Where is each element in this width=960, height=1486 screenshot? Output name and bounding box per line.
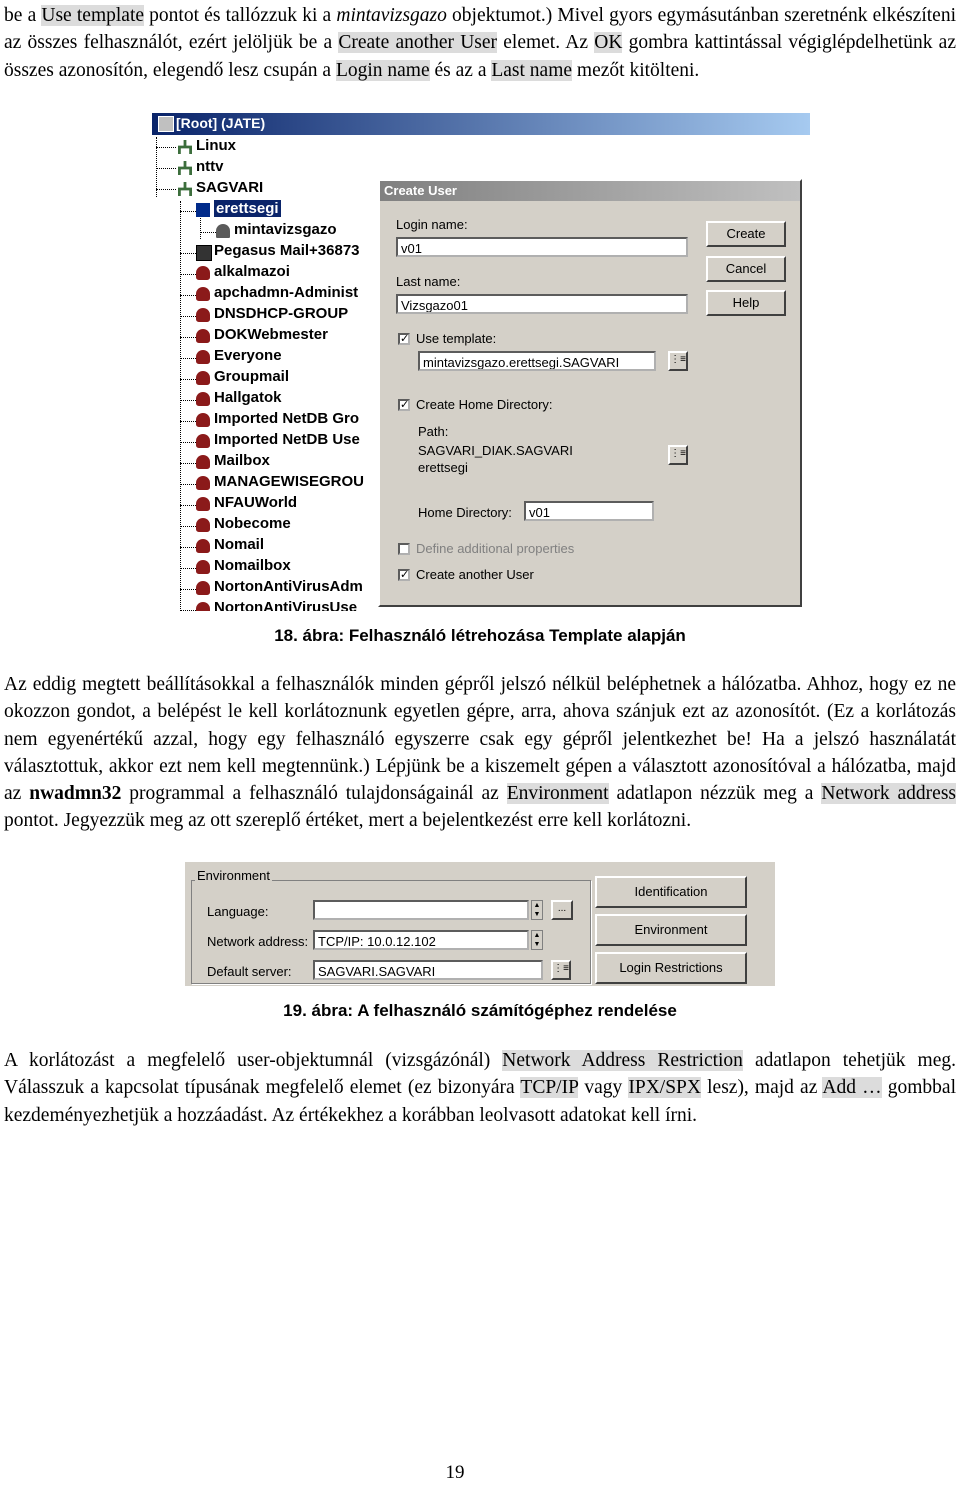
group-icon xyxy=(196,371,210,385)
highlight-environment: Environment xyxy=(506,783,609,805)
create-another-checkbox[interactable]: ✓ xyxy=(400,569,410,581)
figure-19-screenshot xyxy=(185,862,775,986)
default-server-field[interactable]: SAGVARI.SAGVARI xyxy=(313,960,543,980)
create-button[interactable]: Create xyxy=(706,221,786,247)
text: lesz), majd az xyxy=(701,1077,823,1099)
tree-root-label: [Root] (JATE) xyxy=(176,115,266,131)
language-field[interactable] xyxy=(313,900,529,920)
help-button[interactable]: Help xyxy=(706,290,786,316)
use-template-label: Use template: xyxy=(416,331,497,346)
dialog-title-bar xyxy=(380,181,800,201)
home-directory-field[interactable]: v01 xyxy=(524,501,654,521)
group-icon xyxy=(196,497,210,511)
last-name-field[interactable]: Vizsgazo01 xyxy=(396,294,688,314)
define-properties-checkbox[interactable] xyxy=(398,543,410,555)
org-unit-icon xyxy=(178,140,192,154)
group-icon xyxy=(196,434,210,448)
tab-identification[interactable]: Identification xyxy=(595,876,747,908)
cancel-button[interactable]: Cancel xyxy=(706,256,786,282)
group-icon xyxy=(196,539,210,553)
browse-path-button[interactable]: ⋮≡ xyxy=(668,445,688,465)
create-home-checkbox[interactable]: ✓ xyxy=(400,399,410,411)
language-label: Language: xyxy=(207,904,269,919)
user-icon xyxy=(216,224,230,238)
group-icon xyxy=(196,476,210,490)
group-icon xyxy=(196,266,210,280)
group-icon xyxy=(196,560,210,574)
create-another-label: Create another User xyxy=(416,567,534,582)
create-home-label: Create Home Directory: xyxy=(416,397,553,412)
paragraph-intro xyxy=(4,2,956,84)
highlight-login-name: Login name xyxy=(335,59,430,81)
browse-template-button[interactable]: ⋮≡ xyxy=(668,351,688,371)
figure-18-screenshot xyxy=(152,113,810,611)
highlight-network-address: Network address xyxy=(821,783,957,805)
default-server-label: Default server: xyxy=(207,964,292,979)
text: A korlátozást a megfelelő user-objektumnál (vizsgázónál) xyxy=(4,1050,503,1071)
highlight-ok: OK xyxy=(594,32,623,54)
text: elemet. Az xyxy=(497,32,595,54)
use-template-checkbox[interactable]: ✓ xyxy=(400,333,410,345)
group-icon xyxy=(196,392,210,406)
login-name-label: Login name: xyxy=(396,217,468,232)
home-directory-label: Home Directory: xyxy=(418,505,512,520)
highlight-use-template: Use template xyxy=(41,5,145,26)
last-name-label: Last name: xyxy=(396,274,461,289)
page-number: 19 xyxy=(445,1462,465,1483)
mail-server-icon xyxy=(196,245,212,261)
highlight-create-another-user: Create another User xyxy=(338,32,498,54)
org-unit-icon xyxy=(178,161,192,175)
group-icon xyxy=(196,602,210,611)
define-properties-label: Define additional properties xyxy=(416,541,575,556)
text: pontot. Jegyezzük meg az ott szereplő értéket, mert a bejelentkezést erre kell korlátozni. xyxy=(4,810,692,832)
tab-login-restrictions[interactable]: Login Restrictions xyxy=(595,952,747,984)
text: és az a xyxy=(429,59,492,81)
text: vagy xyxy=(578,1077,629,1099)
text: gombbal kezdeményezhetjük a hozzáadást. Az értékekhez a korábban leolvasott adatokat kell írni. xyxy=(4,1077,956,1126)
tree-title-bar xyxy=(152,113,810,135)
italic-object-name: mintavizsgazo xyxy=(336,5,447,26)
figure-19-caption: 19. ábra: A felhasználó számítógéphez rendelése xyxy=(283,1001,677,1020)
org-unit-icon xyxy=(178,182,192,196)
network-address-field[interactable]: TCP/IP: 10.0.12.102 xyxy=(313,930,529,950)
object-tree: Linux nttv SAGVARI erettsegi mintavizsgazo Pegasus Mail+36873 alkalmazoi apchadmn-Administ DNSDHCP-GROUP DOKWebmester Everyone Groupmail Hallgatok Imported NetDB Gro Imported NetDB Use Mailbox MANAGEWISEGROU NFAUWorld Nobecome Nomail Nomailbox NortonAntiVirusAdm NortonAntiVirusUse xyxy=(152,137,392,611)
create-user-dialog xyxy=(378,179,802,607)
path-label: Path: xyxy=(418,424,449,439)
dialog-title: Create User xyxy=(384,183,457,198)
highlight-add: Add … xyxy=(822,1077,882,1099)
language-browse-button[interactable]: ... xyxy=(551,900,573,920)
group-icon xyxy=(196,329,210,343)
group-icon xyxy=(196,455,210,469)
paragraph-address-restriction xyxy=(4,1047,956,1129)
text: adatlapon nézzük meg a xyxy=(608,783,822,805)
group-icon xyxy=(196,413,210,427)
figure-18-caption: 18. ábra: Felhasználó létrehozása Template alapján xyxy=(274,626,686,645)
tab-environment[interactable]: Environment xyxy=(595,914,747,946)
text: Az eddig megtett beállításokkal a felhasználók minden gépről jelszó nélkül beléphetnek a hálózatba. Ahhoz, hogy ez ne okozzon gondot, a belépést le kell korlátoznunk egyetlen gépre, arra, ahova szánjuk ezt az azonosítót. (Ez a korlátozás nem egyenértékű azzal, hogy egy felhasználó egyszerre csak egy gépről jelentkezhet be! Ha a jelszó használatát választottuk, akkor ezt nem kell megtennünk.) Lépjünk be a kiszemelt gépen a választott azonosítóval a hálózatba, majd az xyxy=(4,674,956,805)
group-icon xyxy=(196,581,210,595)
text: pontot és tallózzuk ki a xyxy=(144,5,337,26)
group-icon xyxy=(196,518,210,532)
highlight-tcpip: TCP/IP xyxy=(520,1077,579,1099)
paragraph-restriction xyxy=(4,671,956,835)
text: adatlapon tehetjük meg. Válasszuk a kapcsolat típusának megfelelő elemet (ez bizonyára xyxy=(4,1050,957,1099)
container-icon xyxy=(196,203,210,217)
environment-group-title: Environment xyxy=(197,868,270,883)
text: gombra kattintással végiglépdelhetünk az összes azonosítón, elegendő lesz csupán a xyxy=(4,32,956,81)
path-value-line1: SAGVARI_DIAK.SAGVARI xyxy=(418,443,573,458)
login-name-field[interactable]: v01 xyxy=(396,237,688,257)
bold-program-name: nwadmn32 xyxy=(29,783,122,805)
use-template-field[interactable]: mintavizsgazo.erettsegi.SAGVARI xyxy=(418,351,656,371)
highlight-last-name: Last name xyxy=(491,59,573,81)
network-address-spinner[interactable]: ▲ ▼ xyxy=(531,930,543,950)
tree-root-icon xyxy=(158,116,174,132)
text: mezőt kitölteni. xyxy=(572,59,700,81)
text: objektumot.) Mivel gyors egymásutánban szeretnénk elkészíteni az összes felhasználót, ezért jelöljük be a xyxy=(4,5,956,54)
group-icon xyxy=(196,350,210,364)
text: be a xyxy=(4,5,42,26)
path-value-line2: erettsegi xyxy=(418,460,468,475)
highlight-ipxspx: IPX/SPX xyxy=(628,1077,701,1099)
language-spinner[interactable]: ▲ ▼ xyxy=(531,900,543,920)
server-browse-button[interactable]: ⋮≡ xyxy=(551,960,571,980)
text: programmal a felhasználó tulajdonságainál az xyxy=(121,783,507,805)
network-address-label: Network address: xyxy=(207,934,309,949)
group-icon xyxy=(196,308,210,322)
highlight-network-address-restriction: Network Address Restriction xyxy=(502,1050,743,1071)
group-icon xyxy=(196,287,210,301)
